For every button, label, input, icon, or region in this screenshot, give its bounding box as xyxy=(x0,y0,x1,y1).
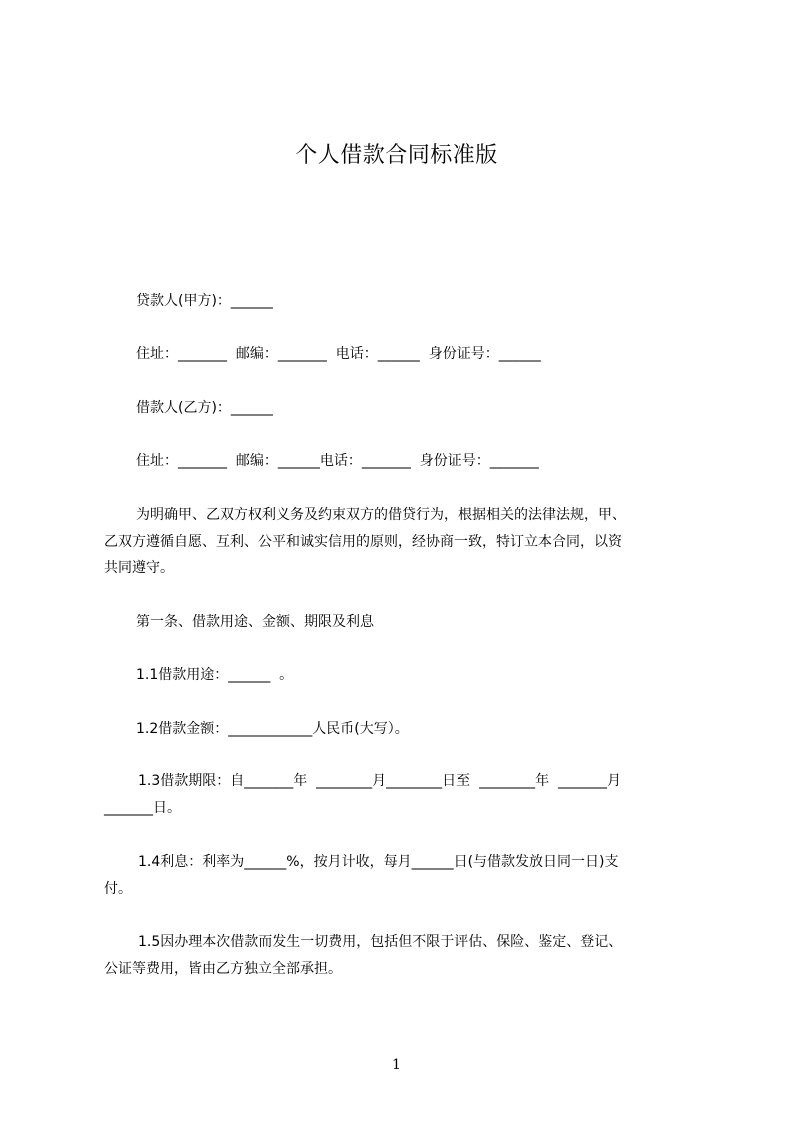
article-1-heading: 第一条、借款用途、金额、期限及利息 xyxy=(136,614,374,630)
lender-contact-line: 住址：_______ 邮编：_______ 电话：______ 身份证号：______ xyxy=(136,346,541,362)
borrower-contact-line: 住址：_______ 邮编：______电话：_______ 身份证号：_______ xyxy=(136,453,539,469)
lender-line: 贷款人(甲方)：______ xyxy=(136,293,273,309)
clause-1-4-line-2: 付。 xyxy=(104,881,132,897)
page-number: 1 xyxy=(392,1057,401,1073)
preamble-line-3: 共同遵守。 xyxy=(104,560,174,576)
borrower-line: 借款人(乙方)：______ xyxy=(136,400,273,416)
clause-1-2: 1.2借款金额：____________人民币(大写）。 xyxy=(136,721,409,737)
clause-1-3-line-2: _______日。 xyxy=(104,800,181,816)
clause-1-5-line-2: 公证等费用，皆由乙方独立全部承担。 xyxy=(104,961,342,977)
preamble-line-2: 乙双方遵循自愿、互利、公平和诚实信用的原则，经协商一致，特订立本合同，以资 xyxy=(104,534,622,550)
document-title: 个人借款合同标准版 xyxy=(295,143,498,168)
clause-1-1: 1.1借款用途：______ 。 xyxy=(136,667,294,683)
preamble-line-1: 为明确甲、乙双方权利义务及约束双方的借贷行为，根据相关的法律法规，甲、 xyxy=(136,507,626,523)
clause-1-5-line-1: 1.5因办理本次借款而发生一切费用，包括但不限于评估、保险、鉴定、登记、 xyxy=(138,934,623,950)
clause-1-3-line-1: 1.3借款期限：自_______年 ________月________日至 ________年 _______月 xyxy=(138,773,621,789)
clause-1-4-line-1: 1.4利息：利率为______%，按月计收，每月______日(与借款发放日同一日)支 xyxy=(138,854,619,870)
